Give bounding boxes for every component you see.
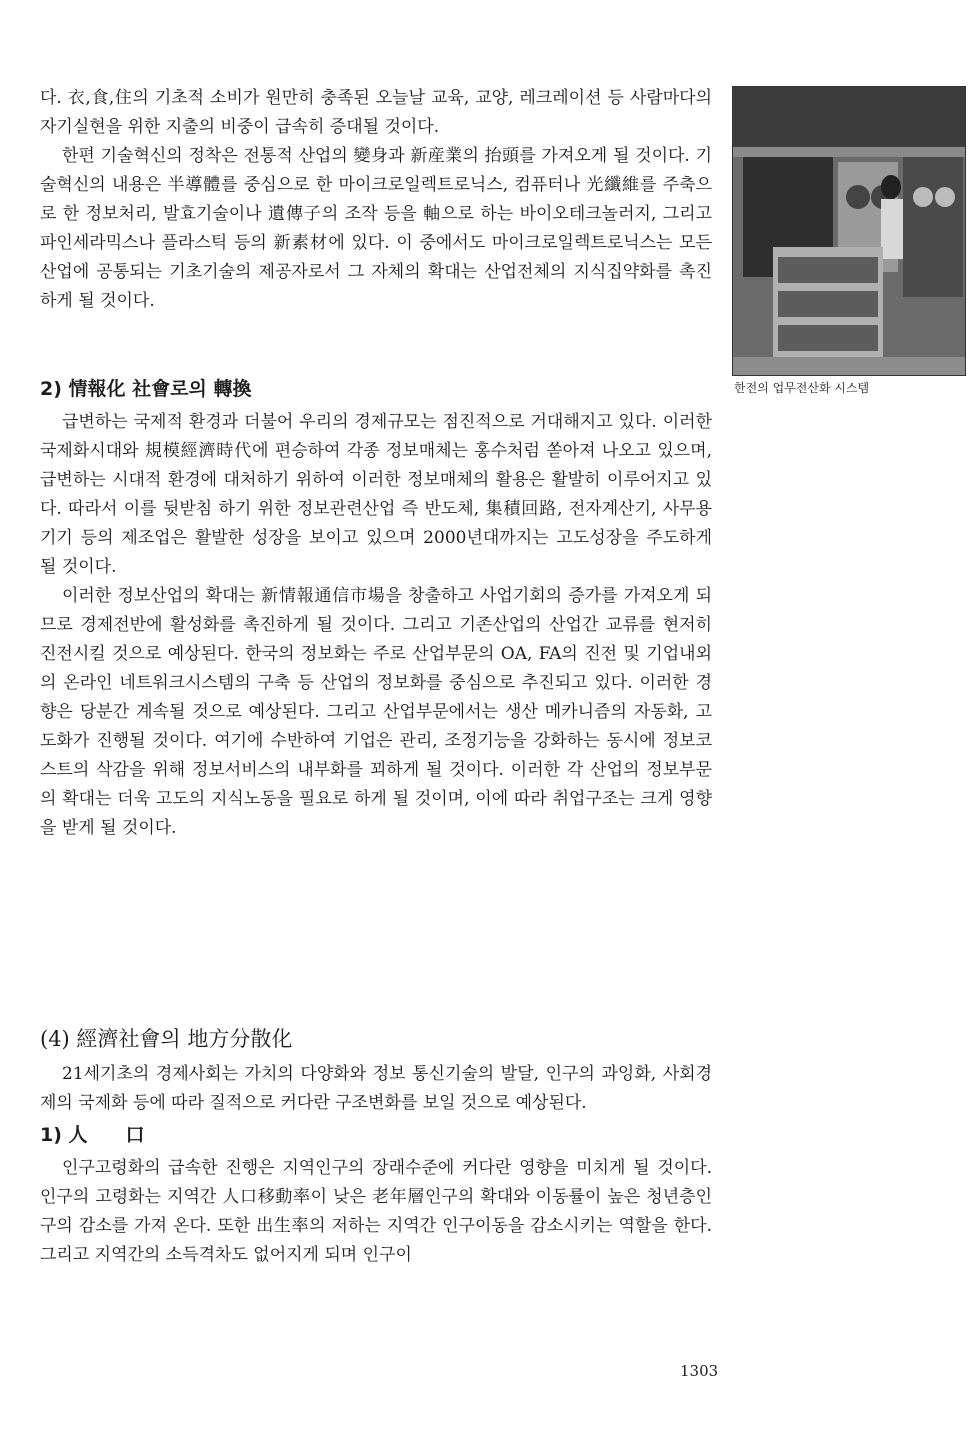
office-computer-photo [732, 86, 966, 376]
photo-caption: 한전의 업무전산화 시스템 [734, 381, 870, 395]
paragraph-technology-innovation: 한편 기술혁신의 정착은 전통적 산업의 變身과 新産業의 抬頭를 가져오게 될 것이다. 기술혁신의 내용은 半導體를 중심으로 한 마이크로일렉트로닉스, 컴퓨터나 光纖維를 주축으로 한 정보처리, 발효기술이나 遺傳子의 조작 등을 軸으로 하는 바이오테크놀러지, 그리고 파인세라믹스나 플라스틱 등의 新素材에 있다. 이 중에서도 마이크로일렉트로닉스는 모든 산업에 공통되는 기초기술의 제공자로서 그 자체의 확대는 산업전체의 지식집약화를 촉진하게 될 것이다. [40, 146, 712, 311]
computer-room-illustration [733, 87, 965, 375]
page-number: 1303 [680, 1362, 719, 1380]
text-block-intro [40, 84, 712, 316]
section-heading-decentralization: (4) 經濟社會의 地方分散化 [40, 1027, 293, 1051]
paragraph-population-aging: 인구고령화의 급속한 진행은 지역인구의 장래수준에 커다란 영향을 미치게 될 것이다. 인구의 고령화는 지역간 人口移動率이 낮은 老年層인구의 확대와 이동률이 높은 청년층인구의 감소를 가져 온다. 또한 出生率의 저하는 지역간 인구이동을 감소시키는 역할을 한다. 그리고 지역간의 소득격차도 없어지게 되며 인구이 [40, 1158, 712, 1265]
section-heading-information-society: 2) 情報化 社會로의 轉換 [40, 378, 252, 400]
paragraph-info-media: 급변하는 국제적 환경과 더불어 우리의 경제규모는 점진적으로 거대해지고 있다. 이러한 국제화시대와 規模經濟時代에 편승하여 각종 정보매체는 홍수처럼 쏟아져 나오고 있으며, 급변하는 시대적 환경에 대처하기 위하여 이러한 정보매체의 활용은 활발히 이루어지고 있다. 따라서 이를 뒷받침 하기 위한 정보관련산업 즉 반도체, 集積回路, 전자계산기, 사무용기기 등의 제조업은 활발한 성장을 보이고 있으며 2000년대까지는 고도성장을 주도하게 될 것이다. [40, 412, 712, 577]
paragraph-economic-society: 21세기초의 경제사회는 가치의 다양화와 정보 통신기술의 발달, 인구의 과잉화, 사회경제의 국제화 등에 따라 질적으로 커다란 구조변화를 보일 것으로 예상된다. [40, 1064, 712, 1113]
subsection-heading-population: 1) 人 口 [40, 1124, 145, 1146]
paragraph-info-industry: 이러한 정보산업의 확대는 新情報通信市場을 창출하고 사업기회의 증가를 가져오게 되므로 경제전반에 활성화를 촉진하게 될 것이다. 그리고 기존산업의 산업간 교류를 현저히 진전시킬 것으로 예상된다. 한국의 정보화는 주로 산업부문의 OA, FA의 진전 및 기업내외의 온라인 네트워크시스템의 구축 등 산업의 정보화를 중심으로 추진되고 있다. 이러한 경향은 당분간 계속될 것으로 예상된다. 그리고 산업부문에서는 생산 메카니즘의 자동화, 고도화가 진행될 것이다. 여기에 수반하여 기업은 관리, 조정기능을 강화하는 동시에 정보코스트의 삭감을 위해 정보서비스의 내부화를 꾀하게 될 것이다. 이러한 각 산업의 정보부문의 확대는 더욱 고도의 지식노동을 필요로 하게 될 것이며, 이에 따라 취업구조는 크게 영향을 받게 될 것이다. [40, 586, 712, 838]
paragraph-consumption: 다. 衣,食,住의 기초적 소비가 원만히 충족된 오늘날 교육, 교양, 레크레이션 등 사람마다의 자기실현을 위한 지출의 비중이 급속히 증대될 것이다. [40, 88, 712, 137]
section-information-society [40, 372, 712, 843]
section-regional-decentralization [40, 1024, 712, 1270]
